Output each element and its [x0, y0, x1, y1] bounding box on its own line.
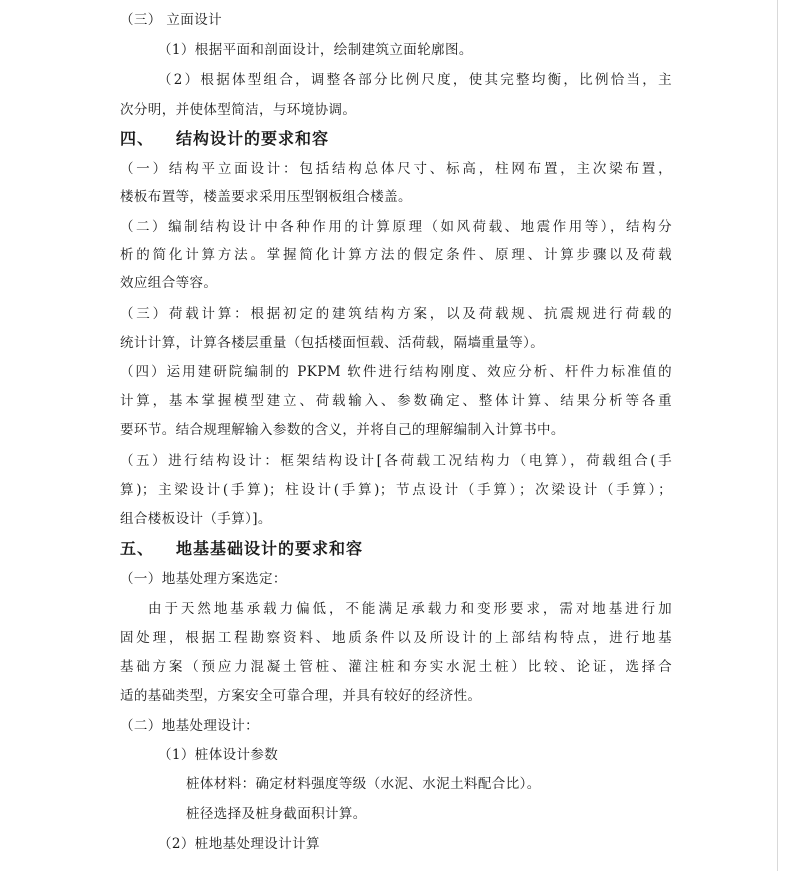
section-heading-foundation [120, 536, 672, 562]
list-item: 桩径选择及桩身截面积计算。 [186, 806, 367, 822]
paragraph-line: （四）运用建研院编制的 PKPM 软件进行结构刚度、效应分析、杆件力标准值的 [120, 364, 672, 380]
paragraph-line: （2）根据体型组合，调整各部分比例尺度，使其完整均衡，比例恰当，主 [158, 72, 672, 88]
paragraph-line: 效应组合等容。 [120, 275, 218, 291]
paragraph-line: （二）编制结构设计中各种作用的计算原理（如风荷载、地震作用等），结构分 [120, 219, 672, 235]
paragraph-line: 计算，基本掌握模型建立、荷载输入、参数确定、整体计算、结果分析等各重 [120, 393, 672, 409]
page-edge [777, 0, 778, 871]
paragraph-line: 析的简化计算方法。掌握简化计算方法的假定条件、原理、计算步骤以及荷载 [120, 247, 672, 263]
paragraph-line: （1）根据平面和剖面设计，绘制建筑立面轮廓图。 [158, 42, 473, 58]
section-title: 地基基础设计的要求和容 [176, 539, 364, 558]
list-item: 桩体材料：确定材料强度等级（水泥、水泥土料配合比）。 [186, 776, 541, 792]
paragraph-line: 固处理，根据工程勘察资料、地质条件以及所设计的上部结构特点，进行地基 [120, 630, 672, 646]
paragraph-line: （一）结构平立面设计：包括结构总体尺寸、标高，柱网布置，主次梁布置， [120, 161, 672, 177]
subsection-title: （二）地基处理设计： [120, 718, 259, 734]
subsection-title: （一）地基处理方案选定： [120, 571, 287, 587]
paragraph-line: 次分明，并使体型简洁，与环境协调。 [120, 102, 357, 118]
paragraph-line: （三）荷载计算：根据初定的建筑结构方案，以及荷载规、抗震规进行荷载的 [120, 306, 672, 322]
paragraph-line: 算)；主梁设计(手算)；柱设计(手算)；节点设计（手算）；次梁设计（手算）； [120, 482, 672, 498]
paragraph-line: （五）进行结构设计：框架结构设计[各荷载工况结构力（电算），荷载组合(手 [120, 453, 672, 469]
paragraph-line: 要环节。结合规理解输入参数的含义，并将自己的理解编制入计算书中。 [120, 422, 565, 438]
paragraph-line: 统计计算，计算各楼层重量（包括楼面恒载、活荷载，隔墙重量等）。 [120, 335, 545, 351]
section-number: 五、 [120, 539, 155, 558]
paragraph-line: 组合楼板设计（手算）]。 [120, 511, 272, 527]
subsection-title-elevation-design: （三） 立面设计 [120, 12, 222, 28]
section-title: 结构设计的要求和容 [176, 129, 330, 148]
list-item: （1）桩体设计参数 [158, 747, 279, 763]
paragraph-line: 楼板布置等，楼盖要求采用压型钢板组合楼盖。 [120, 189, 412, 205]
list-item: （2）桩地基处理设计计算 [158, 836, 320, 852]
paragraph-line: 由于天然地基承载力偏低，不能满足承载力和变形要求，需对地基进行加 [148, 601, 672, 617]
section-number: 四、 [120, 129, 155, 148]
paragraph-line: 基础方案（预应力混凝土管桩、灌注桩和夯实水泥土桩）比较、论证，选择合 [120, 659, 672, 675]
section-heading-structure [120, 126, 672, 152]
paragraph-line: 适的基础类型，方案安全可靠合理，并具有较好的经济性。 [120, 688, 482, 704]
